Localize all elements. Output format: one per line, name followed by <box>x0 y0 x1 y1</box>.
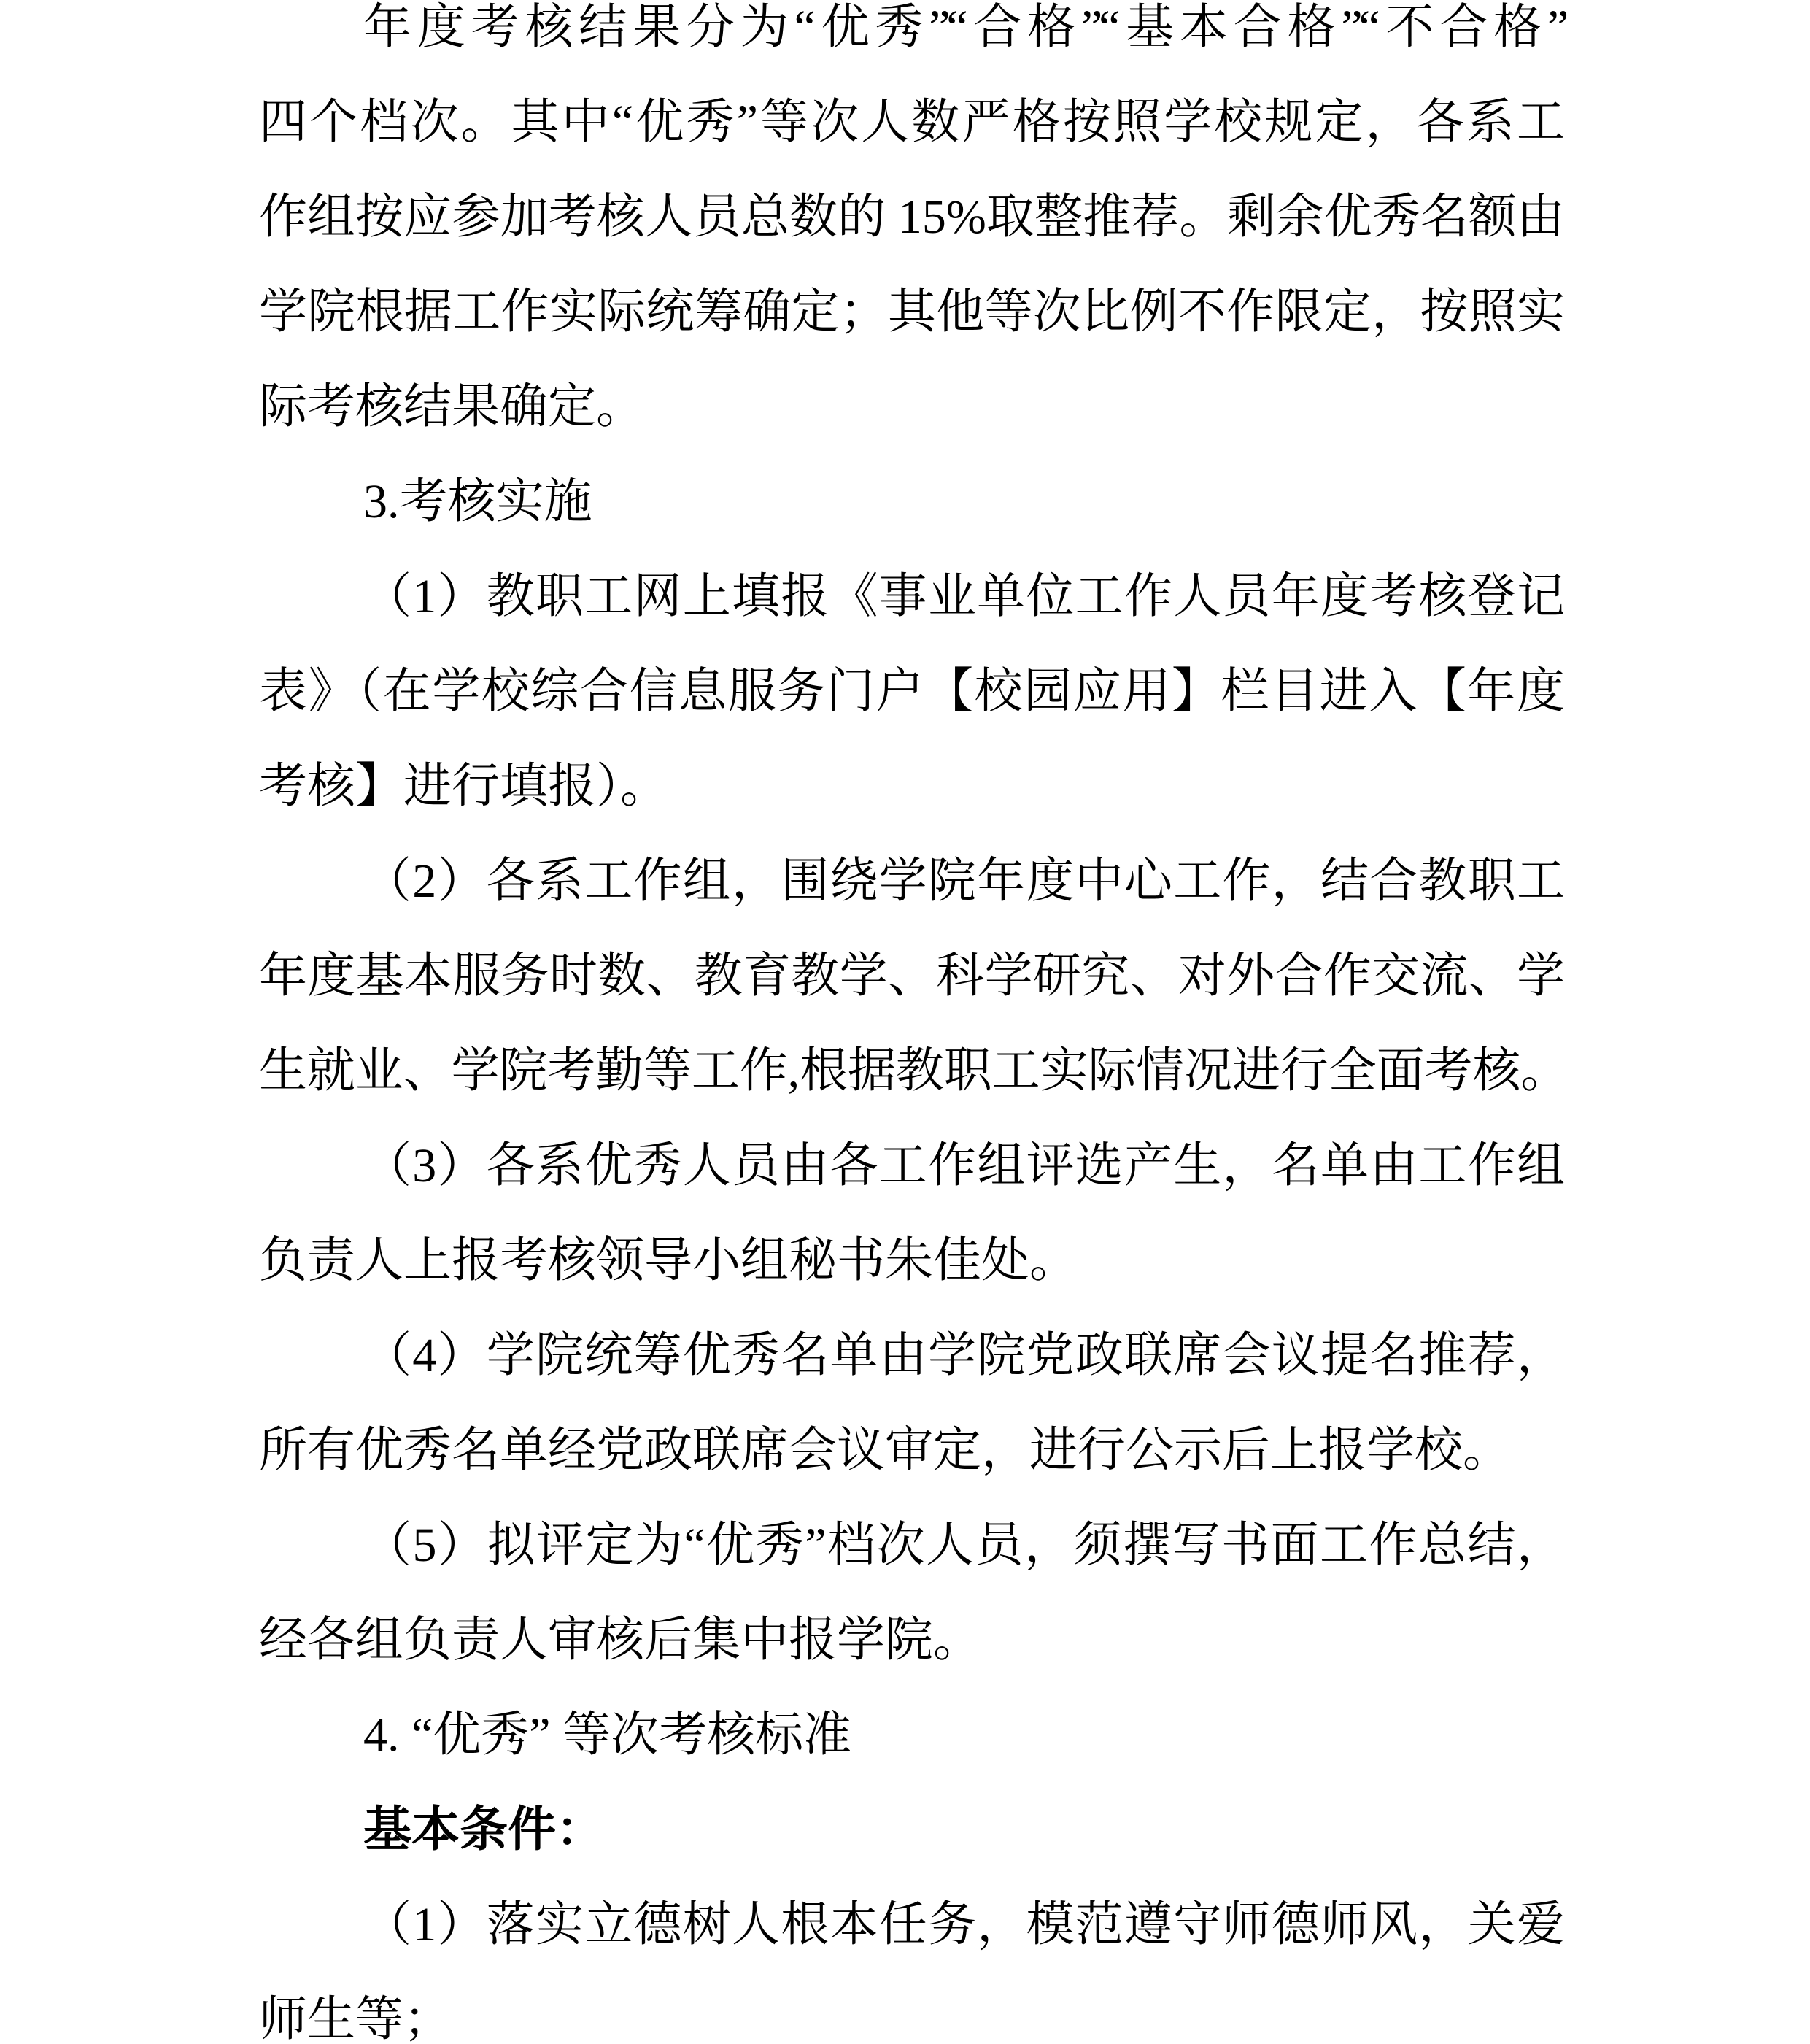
text-line: 作组按应参加考核人员总数的 15%取整推荐。剩余优秀名额由 <box>259 190 1565 244</box>
text-line: 际考核结果确定。 <box>259 380 644 433</box>
text-line: 3.考核实施 <box>363 475 592 528</box>
text-line: （1）教职工网上填报《事业单位工作人员年度考核登记 <box>363 570 1565 623</box>
text-line: 生就业、学院考勤等工作,根据教职工实际情况进行全面考核。 <box>259 1044 1565 1098</box>
text-line: （4）学院统筹优秀名单由学院党政联席会议提名推荐， <box>363 1329 1565 1382</box>
text-line: 经各组负责人审核后集中报学院。 <box>259 1613 981 1667</box>
text-line: 年度基本服务时数、教育教学、科学研究、对外合作交流、学 <box>259 949 1565 1003</box>
text-line: 表》（在学校综合信息服务门户【校园应用】栏目进入【年度 <box>259 665 1565 718</box>
text-line: （3）各系优秀人员由各工作组评选产生，名单由工作组 <box>363 1139 1565 1192</box>
text-line: 年度考核结果分为“优秀”“合格”“基本合格”“不合格” <box>363 1 1565 54</box>
text-line: （5）拟评定为“优秀”档次人员，须撰写书面工作总结， <box>363 1519 1565 1572</box>
text-line: 学院根据工作实际统筹确定；其他等次比例不作限定，按照实 <box>259 285 1565 339</box>
text-line: 四个档次。其中“优秀”等次人数严格按照学校规定，各系工 <box>259 96 1565 149</box>
text-line: 基本条件： <box>363 1803 604 1856</box>
text-line: （2）各系工作组，围绕学院年度中心工作，结合教职工 <box>363 855 1565 908</box>
text-line: 考核】进行填报）。 <box>259 760 668 813</box>
text-line: 师生等； <box>259 1993 452 2044</box>
text-line: 所有优秀名单经党政联席会议审定，进行公示后上报学校。 <box>259 1424 1511 1477</box>
text-line: 负责人上报考核领导小组秘书朱佳处。 <box>259 1234 1078 1287</box>
text-line: 4. “优秀” 等次考核标准 <box>363 1708 852 1762</box>
text-line: （1）落实立德树人根本任务，模范遵守师德师风，关爱 <box>363 1898 1565 1951</box>
